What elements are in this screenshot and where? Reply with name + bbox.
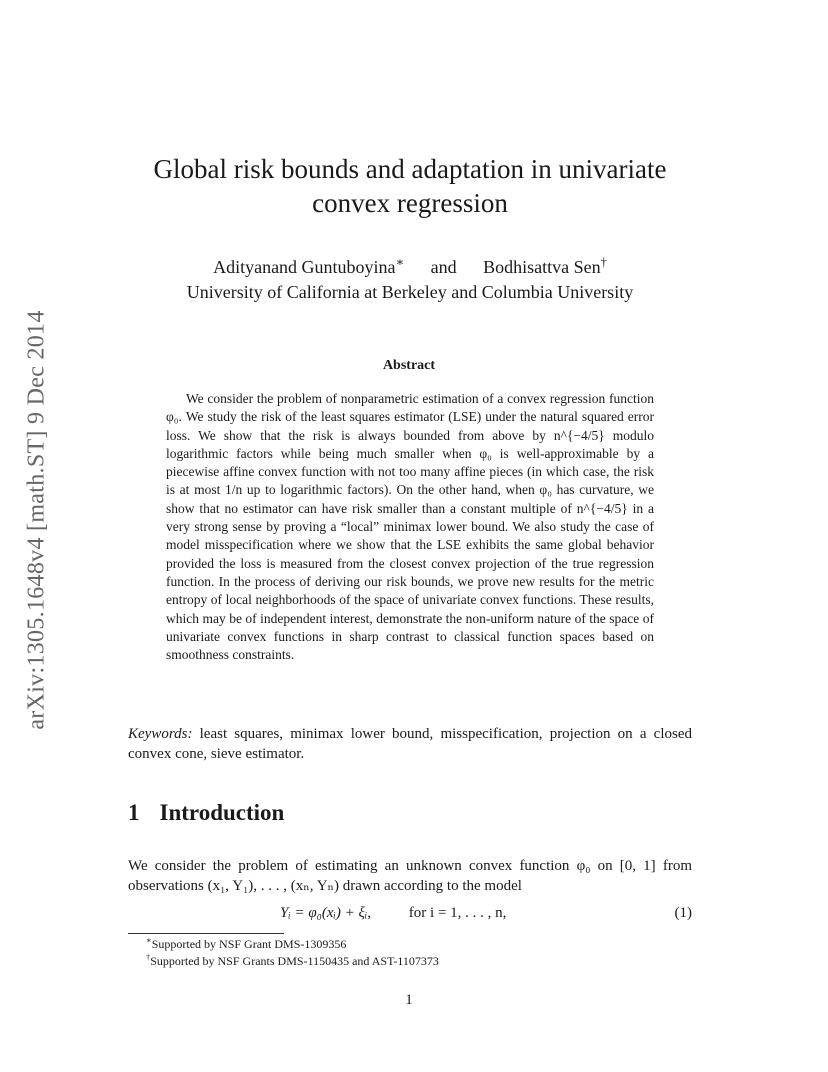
page-number: 1 <box>405 992 413 1008</box>
section-heading <box>128 800 284 826</box>
author-line <box>100 255 720 280</box>
footnote-1 <box>146 936 439 953</box>
footnote-rule <box>128 933 284 934</box>
keywords-label: Keywords: <box>128 726 193 742</box>
author-2: Bodhisattva Sen <box>483 257 601 277</box>
footnote-2-text: Supported by NSF Grants DMS-1150435 and AST-1107373 <box>150 954 439 968</box>
paper-title <box>120 152 700 220</box>
footnote-1-mark: ∗ <box>146 936 152 945</box>
arxiv-identifier-text: arXiv:1305.1648v4 [math.ST] 9 Dec 2014 <box>23 310 50 730</box>
title-line-1: Global risk bounds and adaptation in univariate <box>153 154 667 184</box>
author-2-footnote-mark: † <box>600 255 607 269</box>
equation-body <box>280 905 506 922</box>
title-line-2: convex regression <box>312 188 508 218</box>
author-block <box>100 255 720 305</box>
equation-expression: Yᵢ = φ₀(xᵢ) + ξᵢ, <box>280 905 372 921</box>
abstract-heading: Abstract <box>382 358 436 373</box>
equation-condition: for i = 1, . . . , n, <box>408 905 507 921</box>
author-conjunction: and <box>430 257 457 277</box>
abstract-body <box>166 390 654 664</box>
footnotes <box>146 936 439 970</box>
affiliation: University of California at Berkeley and Columbia University <box>186 282 634 302</box>
intro-text: We consider the problem of estimating an unknown convex function φ₀ on [0, 1] from observations (x₁, Y₁), . . . , (xₙ, Yₙ) drawn according to the model <box>128 858 692 894</box>
section-number: 1 <box>128 800 140 825</box>
keywords-text: least squares, minimax lower bound, misspecification, projection on a closed convex cone, sieve estimator. <box>128 726 693 762</box>
footnote-2 <box>146 953 439 970</box>
keywords <box>128 724 692 764</box>
equation-number: (1) <box>674 905 692 921</box>
footnote-1-text: Supported by NSF Grant DMS-1309356 <box>151 937 347 951</box>
author-1: Adityanand Guntuboyina <box>213 257 396 277</box>
intro-paragraph <box>128 856 692 896</box>
abstract-text: We consider the problem of nonparametric estimation of a convex regression function φ₀. We study the risk of the least squares estimator (LSE) under the natural squared error loss. We show that the risk is always bounded from above by n^{−4/5} modulo logarithmic factors while being much smaller when φ₀ is well-approximable by a piecewise affine convex function with not too many affine pieces (in which case, the risk is at most 1/n up to logarithmic factors). On the other hand, when φ₀ has curvature, we show that no estimator can have risk smaller than a constant multiple of n^{−4/5} in a very strong sense by proving a “local” minimax lower bound. We also study the case of model misspecification where we show that the LSE exhibits the same global behavior provided the loss is measured from the closest convex projection of the true regression function. In the process of deriving our risk bounds, we prove new results for the metric entropy of local neighborhoods of the space of univariate convex functions. These results, which may be of independent interest, demonstrate the non-uniform nature of the space of univariate convex functions in sharp contrast to classical function spaces based on smoothness constraints. <box>166 391 654 663</box>
section-title: Introduction <box>159 800 285 825</box>
footnote-2-mark: † <box>146 953 151 962</box>
arxiv-identifier <box>20 285 54 755</box>
author-1-footnote-mark: ∗ <box>395 255 405 269</box>
